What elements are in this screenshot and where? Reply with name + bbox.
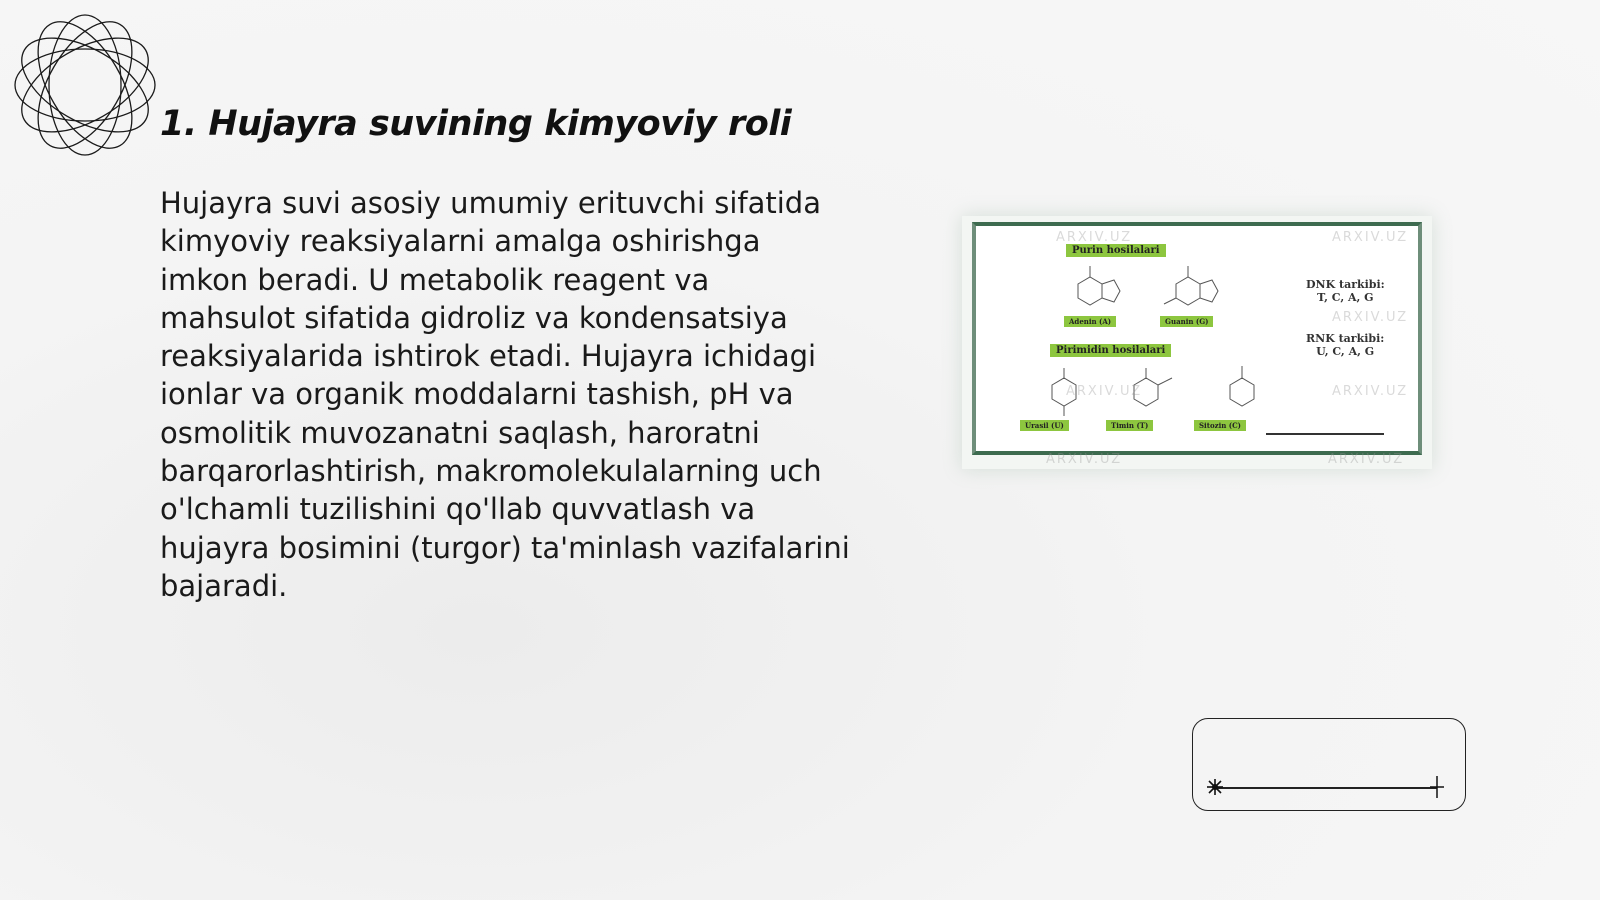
timin-label: Timin (T): [1106, 420, 1153, 431]
slide-body-text: Hujayra suvi asosiy umumiy erituvchi sifatida kimyoviy reaksiyalarni amalga oshirishga imkon beradi. U metabolik reagent va mahsulot sifatida gidroliz va kondensatsiya reaksiyalarida ishtirok etadi. Hujayra ichidagi ionlar va organik moddalarni tashish, pH va osmolitik muvozanatni saqlash, haroratni barqarorlashtirish, makromolekulalarning uch o'lchamli tuzilishini qo'llab quvvatlash va hujayra bosimini (turgor) ta'minlash vazifalarini bajaradi.: [160, 186, 850, 603]
progress-line: [1213, 787, 1437, 789]
concentric-circles-ornament-icon: [10, 10, 160, 160]
purin-heading: Purin hosilalari: [1066, 244, 1166, 257]
nucleotide-bases-figure: [962, 216, 1432, 469]
watermark: ARXIV.UZ: [1056, 230, 1133, 245]
guanin-label: Guanin (G): [1160, 316, 1213, 327]
cross-star-icon: [1427, 775, 1447, 799]
dnk-bases: T, C, A, G: [1317, 291, 1374, 304]
watermark: ARXIV.UZ: [1046, 452, 1123, 467]
slide-title: 1. Hujayra suvining kimyoviy roli: [160, 104, 792, 144]
rnk-bases: U, C, A, G: [1316, 345, 1375, 358]
sitozin-label: Sitozin (C): [1194, 420, 1246, 431]
sparkle-icon: [1205, 777, 1225, 797]
watermark: ARXIV.UZ: [1066, 384, 1143, 399]
watermark: ARXIV.UZ: [1332, 384, 1409, 399]
rnk-title: RNK tarkibi:: [1306, 332, 1385, 345]
adenin-label: Adenin (A): [1064, 316, 1116, 327]
rnk-composition: [1306, 332, 1384, 358]
figure-content: [972, 222, 1422, 455]
watermark: ARXIV.UZ: [1332, 230, 1409, 245]
watermark: ARXIV.UZ: [1332, 310, 1409, 325]
dnk-title: DNK tarkibi:: [1306, 278, 1385, 291]
dnk-composition: [1306, 278, 1385, 304]
urasil-label: Urasil (U): [1020, 420, 1069, 431]
watermark: ARXIV.UZ: [1328, 452, 1405, 467]
pirimidin-heading: Pirimidin hosilalari: [1050, 344, 1171, 357]
slide-navigation-box: [1192, 718, 1466, 811]
